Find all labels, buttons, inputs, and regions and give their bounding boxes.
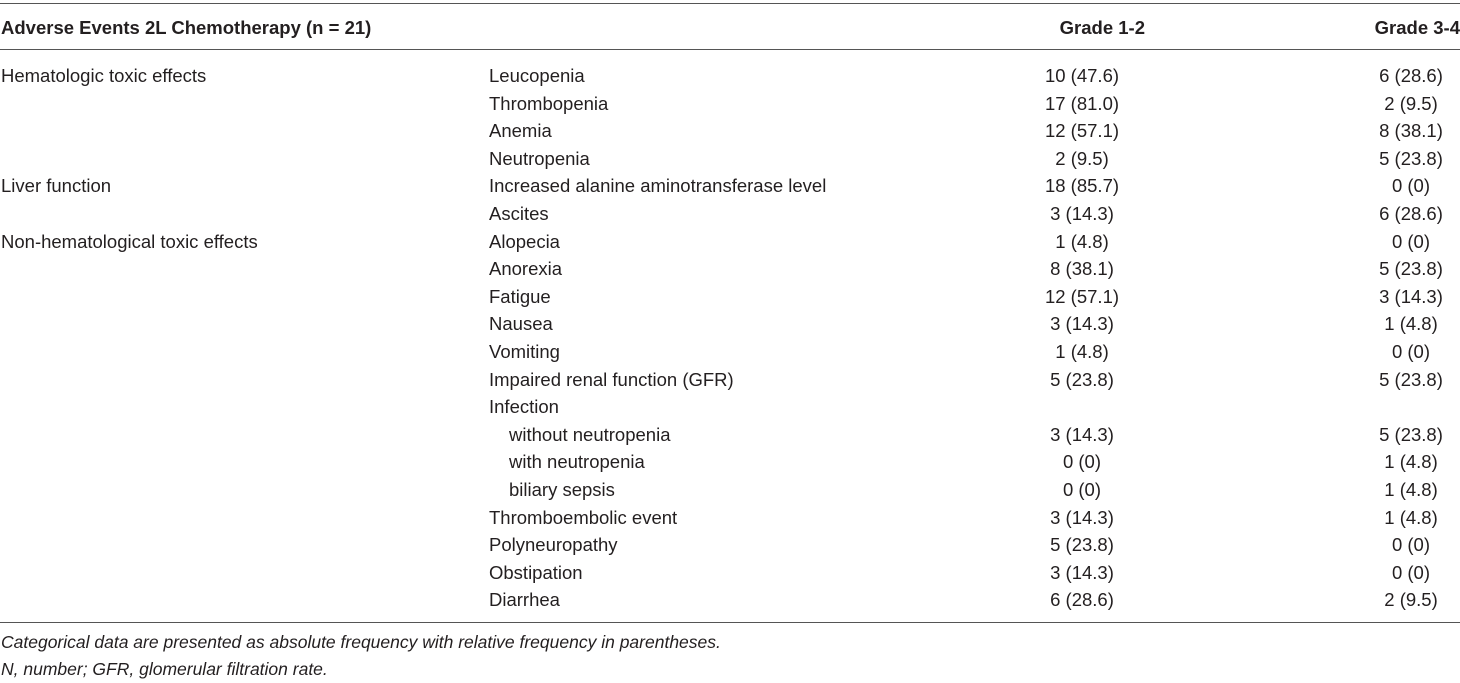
row-grade-1-2: 3 (14.3) (1050, 423, 1114, 445)
row-event: Nausea (489, 313, 553, 335)
table-row (0, 283, 1460, 311)
row-grade-1-2: 8 (38.1) (1050, 258, 1114, 280)
row-grade-3-4: 5 (23.8) (1379, 258, 1443, 280)
table-row (0, 531, 1460, 559)
header-adverse-events: Adverse Events 2L Chemotherapy (n = 21) (1, 17, 372, 38)
table-header-rule (0, 49, 1460, 50)
row-grade-1-2: 18 (85.7) (1044, 175, 1120, 197)
table-row (0, 504, 1460, 532)
row-event: Polyneuropathy (489, 534, 618, 556)
table-row (0, 200, 1460, 228)
row-grade-1-2: 10 (47.6) (1044, 65, 1120, 86)
table-header-row (0, 12, 1460, 42)
table-row (0, 172, 1460, 200)
table-row (0, 421, 1460, 449)
row-event: Infection (489, 396, 559, 418)
row-event: without neutropenia (509, 423, 671, 445)
row-event: with neutropenia (509, 451, 645, 473)
row-category: Non-hematological toxic effects (1, 230, 258, 252)
row-grade-3-4: 0 (0) (1391, 561, 1431, 583)
row-event: Obstipation (489, 561, 583, 583)
row-event: Alopecia (489, 230, 560, 252)
row-event: Thrombopenia (489, 92, 609, 114)
row-grade-1-2: 3 (14.3) (1050, 506, 1114, 528)
row-event: Impaired renal function (GFR) (489, 368, 734, 390)
row-event: Leucopenia (489, 65, 585, 86)
table-body (0, 62, 1460, 614)
table-row (0, 255, 1460, 283)
row-grade-3-4: 0 (0) (1391, 175, 1431, 197)
row-grade-3-4: 1 (4.8) (1384, 478, 1438, 500)
row-grade-3-4: 8 (38.1) (1379, 120, 1443, 142)
row-grade-1-2: 3 (14.3) (1050, 313, 1114, 335)
row-grade-3-4: 2 (9.5) (1384, 92, 1438, 114)
row-grade-3-4: 1 (4.8) (1384, 506, 1438, 528)
row-event: Ascites (489, 202, 549, 224)
row-grade-3-4: 0 (0) (1391, 340, 1431, 362)
row-grade-1-2: 6 (28.6) (1050, 589, 1114, 611)
row-grade-1-2: 2 (9.5) (1055, 147, 1109, 169)
row-grade-3-4: 1 (4.8) (1384, 313, 1438, 335)
table-row (0, 145, 1460, 173)
row-event: Vomiting (489, 340, 560, 362)
table-row (0, 310, 1460, 338)
row-grade-1-2: 0 (0) (1062, 451, 1102, 473)
table-row (0, 228, 1460, 256)
row-grade-3-4: 0 (0) (1391, 230, 1431, 252)
row-grade-1-2: 1 (4.8) (1055, 230, 1109, 252)
row-grade-1-2: 3 (14.3) (1050, 202, 1114, 224)
table-row (0, 90, 1460, 118)
row-grade-1-2: 5 (23.8) (1050, 534, 1114, 556)
row-grade-3-4: 6 (28.6) (1379, 202, 1443, 224)
table-row (0, 62, 1460, 90)
row-grade-1-2: 1 (4.8) (1055, 340, 1109, 362)
table-footnotes (1, 629, 721, 683)
row-grade-1-2: 0 (0) (1062, 478, 1102, 500)
row-grade-1-2: 12 (57.1) (1044, 120, 1120, 142)
table-row (0, 338, 1460, 366)
table-row (0, 393, 1460, 421)
footnote-categorical: Categorical data are presented as absolute frequency with relative frequency in parentheses. (1, 632, 721, 652)
footnote-abbreviations: N, number; GFR, glomerular filtration rate. (1, 659, 328, 679)
table-row (0, 586, 1460, 614)
table-row (0, 117, 1460, 145)
row-grade-1-2: 5 (23.8) (1050, 368, 1114, 390)
table-row (0, 366, 1460, 394)
row-grade-3-4: 1 (4.8) (1384, 451, 1438, 473)
header-grade-3-4: Grade 3-4 (1374, 17, 1460, 38)
row-event: biliary sepsis (509, 478, 615, 500)
row-event: Anemia (489, 120, 552, 142)
row-grade-3-4: 6 (28.6) (1379, 65, 1443, 86)
row-event: Neutropenia (489, 147, 590, 169)
row-grade-3-4: 5 (23.8) (1379, 368, 1443, 390)
row-grade-3-4: 3 (14.3) (1379, 285, 1443, 307)
row-grade-3-4: 5 (23.8) (1379, 147, 1443, 169)
row-grade-1-2: 12 (57.1) (1044, 285, 1120, 307)
table-row (0, 448, 1460, 476)
row-category: Liver function (1, 175, 112, 197)
row-event: Fatigue (489, 285, 551, 307)
table-top-rule (0, 3, 1460, 4)
row-category: Hematologic toxic effects (1, 65, 207, 86)
row-grade-3-4: 0 (0) (1391, 534, 1431, 556)
header-grade-1-2: Grade 1-2 (1059, 17, 1145, 38)
table-row (0, 476, 1460, 504)
row-event: Diarrhea (489, 589, 560, 611)
row-event: Thromboembolic event (489, 506, 678, 528)
row-event: Anorexia (489, 258, 563, 280)
row-grade-3-4: 2 (9.5) (1384, 589, 1438, 611)
row-grade-1-2: 17 (81.0) (1044, 92, 1120, 114)
row-grade-1-2: 3 (14.3) (1050, 561, 1114, 583)
table-bottom-rule (0, 622, 1460, 623)
table-row (0, 559, 1460, 587)
row-event: Increased alanine aminotransferase level (489, 175, 827, 197)
row-grade-3-4: 5 (23.8) (1379, 423, 1443, 445)
